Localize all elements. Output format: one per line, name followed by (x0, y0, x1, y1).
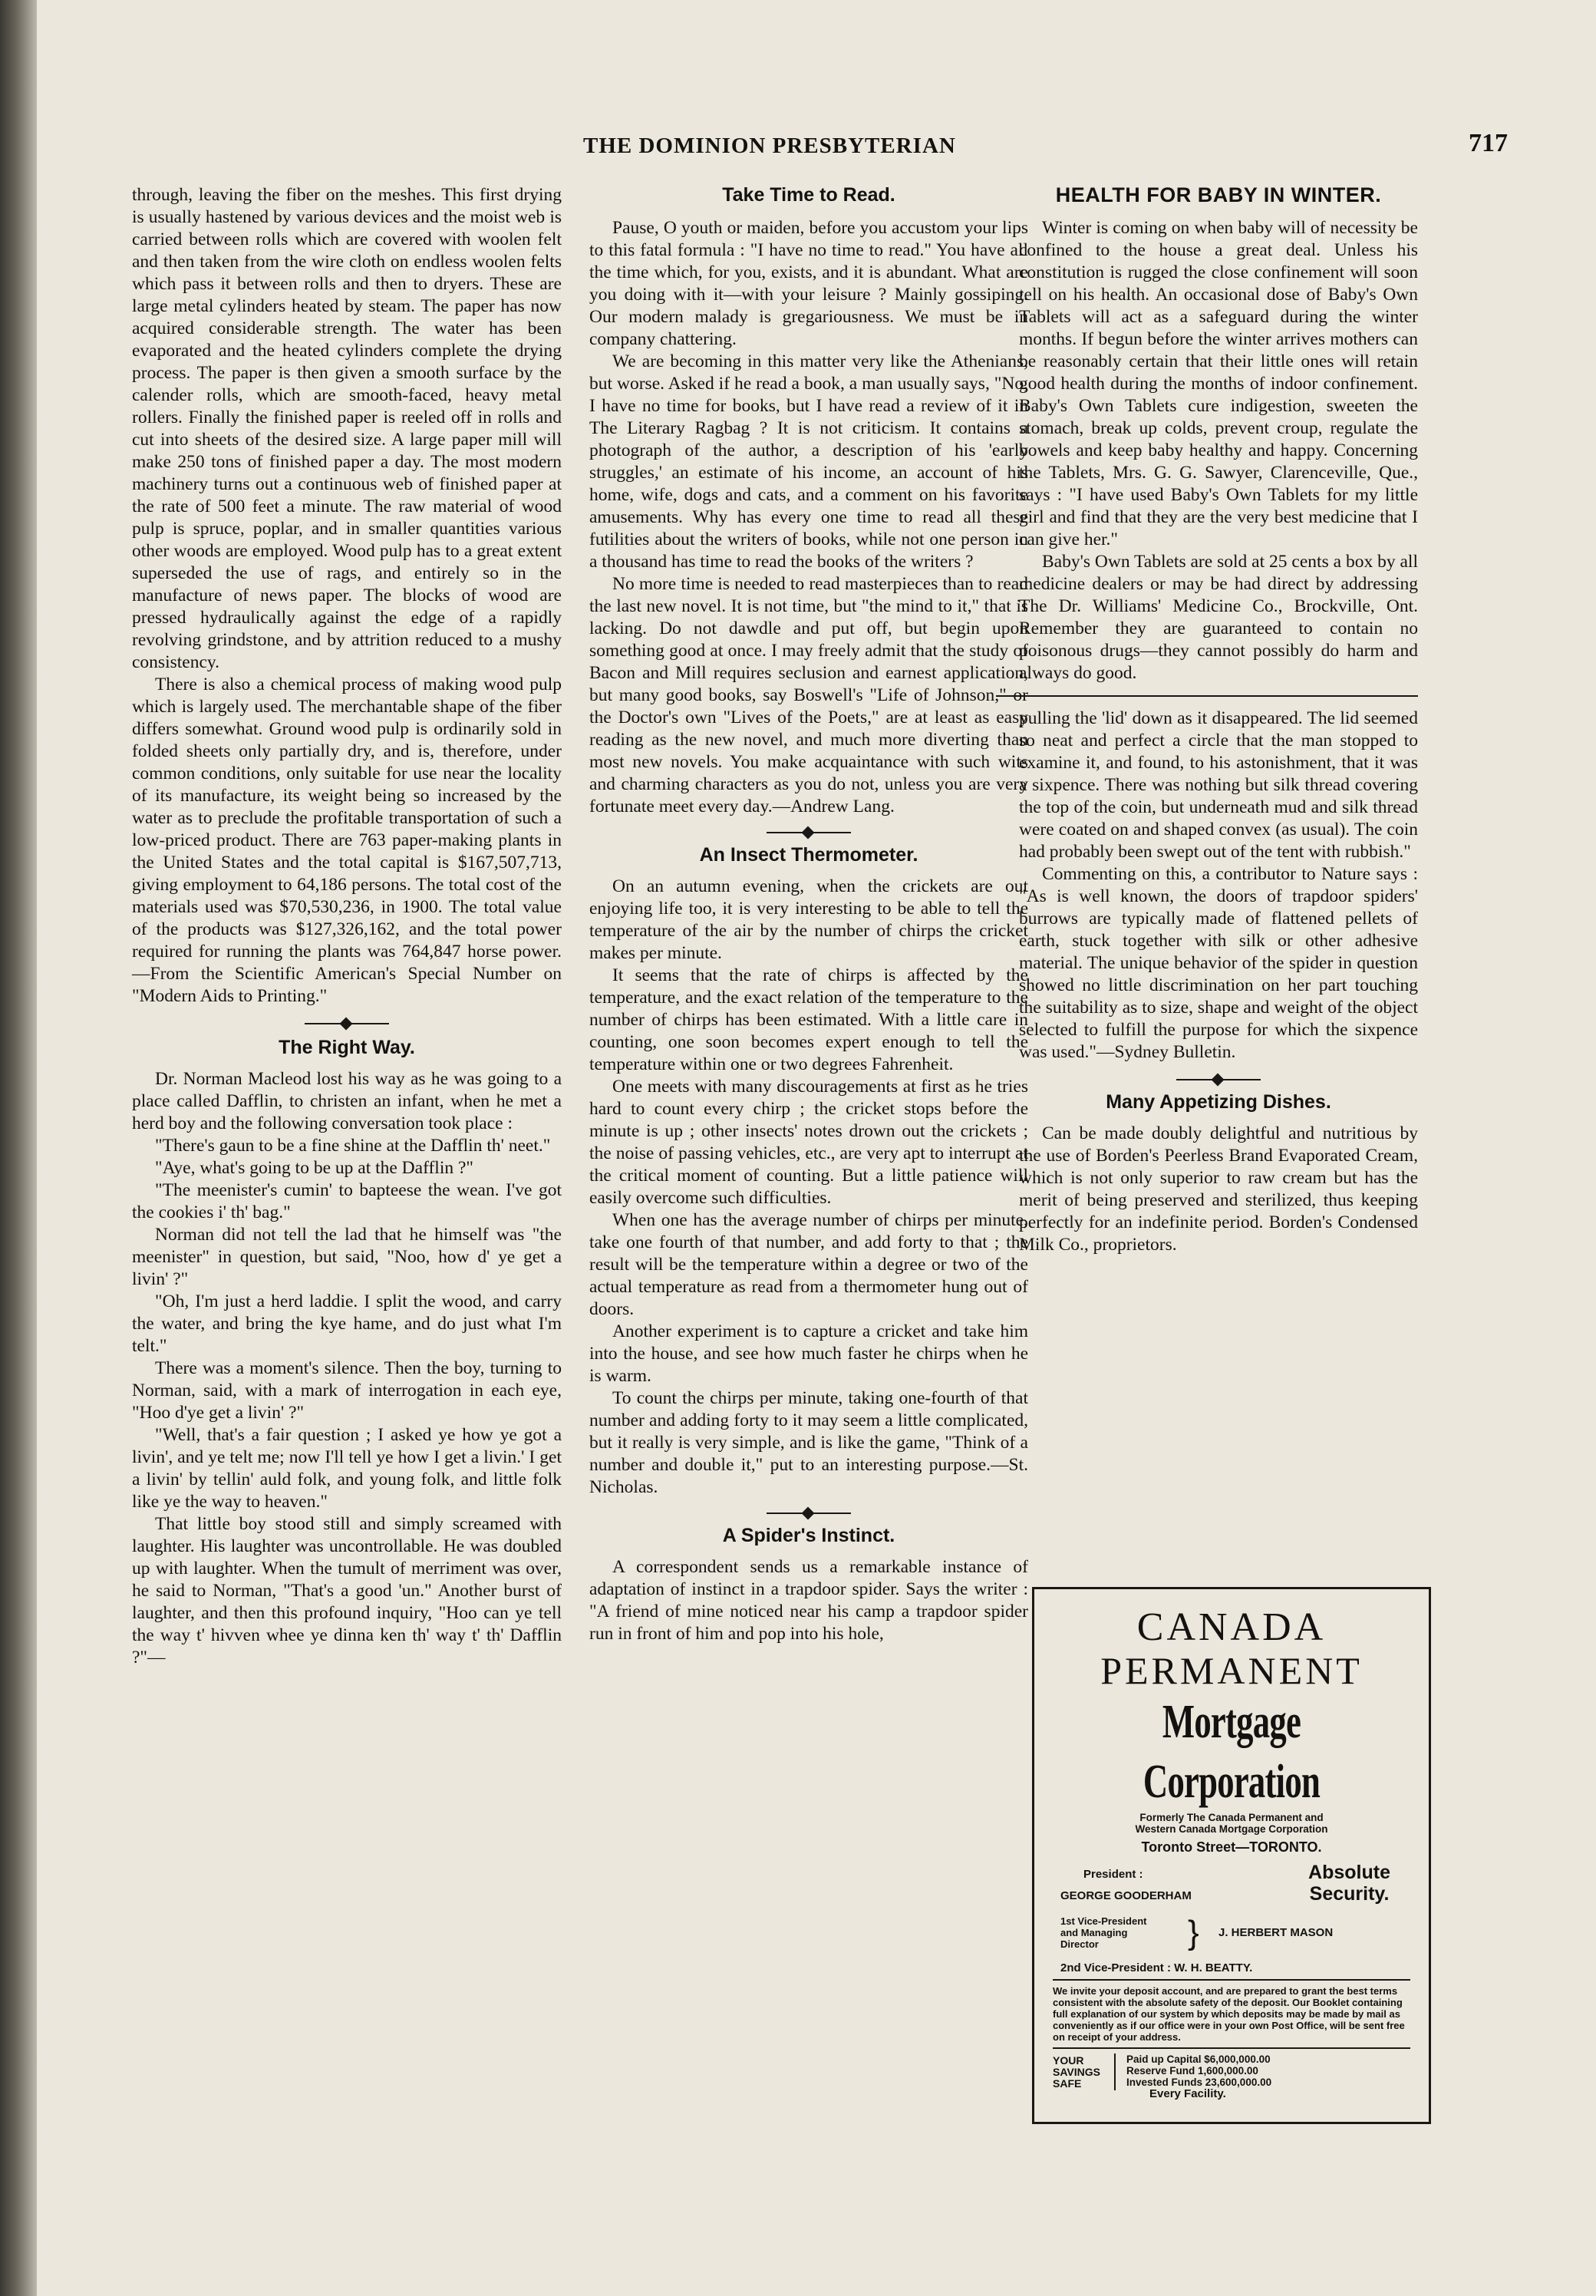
ad-vp-label-line: and Managing (1060, 1927, 1128, 1938)
paragraph: There was a moment's silence. Then the boy, turning to Norman, said, with a mark of interrogation in each eye, "Hoo d'ye get a livin' ?" (132, 1358, 562, 1423)
paragraph: Commenting on this, a contributor to Nature says : "As is well known, the doors of trapdoor spiders' burrows are typically made of flattened pellets of earth, stuck together with silk or other adhesive material. The unique behavior of the spider in question showed no little discrimination on her part touching the suitability as to size, shape and weight of the object selected to fulfill the purpose for which the sixpence was used."—Sydney Bulletin. (1019, 864, 1418, 1062)
paragraph: That little boy stood still and simply screamed with laughter. His laughter was uncontrollable. He was doubled up with laughter. When the tumult of merriment was over, he said to Norman, "That's a good 'un." Another burst of laughter, and then this profound inquiry, "Hoo can ye tell the way t' hivven whee ye dinna ken th' way t' th' Dafflin ?"— (132, 1514, 562, 1668)
section-divider (767, 1508, 851, 1519)
ad-funds-block (1053, 2054, 1410, 2103)
ad-reserve-fund: Reserve Fund 1,600,000.00 (1126, 2065, 1258, 2077)
ad-funds-divider (1114, 2054, 1116, 2090)
column-right (1019, 184, 1418, 1256)
section-divider (1176, 1074, 1261, 1085)
ad-vp-label-line: 1st Vice-President (1060, 1915, 1147, 1927)
ad-divider (1053, 1979, 1410, 1981)
paragraph: Baby's Own Tablets are sold at 25 cents a box by all medicine dealers or may be had direct by addressing The Dr. Williams' Medicine Co., Brockville, Ont. Remember they are guaranteed to contain no poisonous drugs—they cannot possibly do harm and always do good. (1019, 552, 1418, 683)
ad-invested-funds: Invested Funds 23,600,000.00 (1126, 2077, 1272, 2088)
ad-line-mortgage-corporation: Mortgage Corporation (1143, 1696, 1321, 1808)
page-number: 717 (1469, 129, 1508, 157)
ad-formerly-line: Western Canada Mortgage Corporation (1135, 1823, 1328, 1835)
paragraph: "There's gaun to be a fine shine at the Dafflin th' neet." (155, 1136, 551, 1156)
ad-savings-line: YOUR (1053, 2054, 1084, 2067)
publication-title: THE DOMINION PRESBYTERIAN (583, 134, 956, 158)
paragraph: "Oh, I'm just a herd laddie. I split the wood, and carry the water, and bring the kye hame, and do just what I'm telt." (132, 1292, 562, 1356)
paragraph: It seems that the rate of chirps is affected by the temperature, and the exact relation of the temperature to the number of chirps has been estimated. With a little care in counting, one soon becomes expert enough to tell the temperature within one or two degrees Fahrenheit. (589, 965, 1028, 1074)
paragraph: One meets with many discouragements at first as he tries hard to count every chirp ; the cricket stops before the minute is up ; other insects' notes drown out the crickets ; the noise of passing vehicles, etc., are very apt to interrupt at the critical moment of counting. But a little patience will easily overcome such difficulties. (589, 1077, 1028, 1208)
ad-president-label: President : (1083, 1868, 1143, 1881)
column-left (132, 184, 562, 1669)
paragraph: A correspondent sends us a remarkable instance of adaptation of instinct in a trapdoor spider. Says the writer : "A friend of mine noticed near his camp a trapdoor spider run in front of him and pop into his hole, (589, 1557, 1028, 1644)
paragraph: Winter is coming on when baby will of necessity be confined to the house a great deal. Unless his constitution is rugged the close confinement will soon tell on his health. An occasional dose of Baby's Own Tablets will act as a safeguard during the winter months. If begun before the winter arrives mothers can be reasonably certain that their little ones will retain good health during the months of indoor confinement. Baby's Own Tablets cure indigestion, sweeten the stomach, break up colds, prevent croup, regulate the bowels and keep baby healthy and happy. Concerning the Tablets, Mrs. G. G. Sawyer, Clarenceville, Que., says : "I have used Baby's Own Tablets for my little girl and find that they are the very best medicine that I can give her." (1019, 218, 1418, 549)
ad-formerly-line: Formerly The Canada Permanent and (1139, 1812, 1324, 1823)
paragraph: Pause, O youth or maiden, before you accustom your lips to this fatal formula : "I have no time to read." You have all the time which, for you, exists, and it is abundant. What are you doing with it—with your leisure ? Mainly gossiping. Our modern malady is gregariousness. We must be in company chattering. (589, 218, 1028, 349)
ad-savings-line: SAFE (1053, 2077, 1082, 2090)
paragraph: On an autumn evening, when the crickets are out enjoying life too, it is very interesting to be able to tell the temperature of the air by the number of chirps the cricket makes per minute. (589, 876, 1028, 963)
paragraph: To count the chirps per minute, taking one-fourth of that number and adding forty to it may seem a little complicated, but it really is very simple, and is like the game, "Think of a number and double it," put to an interesting purpose.—St. Nicholas. (589, 1388, 1028, 1497)
section-heading-appetizing-dishes: Many Appetizing Dishes. (1106, 1091, 1331, 1113)
paragraph: Norman did not tell the lad that he himself was "the meenister" in question, but said, "Noo, how d' ye get a livin' ?" (132, 1225, 562, 1289)
paragraph: No more time is needed to read masterpieces than to read the last new novel. It is not time, but "the mind to it," that is lacking. Do not dawdle and put off, but begin upon something good at once. I may freely admit that the study of Bacon and Mill requires seclusion and earnest application, but many good books, say Boswell's "Life of Johnson," or the Doctor's own "Lives of the Poets," are at least as easy reading as the new novel, and much more diverting than most new novels. You make acquaintance with such wits and charming characters as you do not, unless you are very fortunate meet every day.—Andrew Lang. (589, 574, 1028, 816)
section-heading-take-time: Take Time to Read. (722, 184, 895, 206)
paragraph: pulling the 'lid' down as it disappeared. The lid seemed so neat and perfect a circle that the man stopped to examine it, and found, to his astonishment, that it was a sixpence. There was nothing but silk thread covering the top of the coin, but underneath mud and silk thread were coated on and shaped convex (as usual). The coin had probably been swept out of the tent with rubbish." (1019, 708, 1418, 862)
ad-savings-line: SAVINGS (1053, 2066, 1100, 2078)
ad-president-block (1034, 1862, 1429, 1909)
column-middle (589, 184, 1028, 1645)
page-gutter-shadow (0, 0, 37, 2296)
ad-funds-list (1126, 2054, 1271, 2100)
paragraph: "Aye, what's going to be up at the Dafflin ?" (155, 1158, 474, 1178)
ad-vice-president-block (1034, 1915, 1429, 1960)
ad-security-line: Security. (1309, 1883, 1390, 1905)
paragraph: Can be made doubly delightful and nutritious by the use of Borden's Peerless Brand Evaporated Cream, which is not only superior to raw cream but has the merit of being preserved and sterilized, thus keeping perfectly for an indefinite period. Borden's Condensed Milk Co., proprietors. (1019, 1123, 1418, 1255)
section-heading-spider-instinct: A Spider's Instinct. (722, 1525, 895, 1546)
paragraph: When one has the average number of chirps per minute, take one fourth of that number, and add forty to that ; the result will be the temperature within a degree or two of the actual temperature as read from a thermometer hung out of doors. (589, 1210, 1028, 1319)
ad-divider (1053, 2047, 1410, 2049)
paragraph: Dr. Norman Macleod lost his way as he was going to a place called Dafflin, to christen an infant, when he met a herd boy and the following conversation took place : (132, 1069, 562, 1133)
canada-permanent-advertisement (1032, 1587, 1431, 2124)
ad-deposit-note: We invite your deposit account, and are prepared to grant the best terms consistent with the absolute safety of the deposit. Our Booklet containing full explanation of our system by which deposits may be made by mail as conveniently as if our office were in your own Post Office, will be sent free on receipt of your address. (1053, 1985, 1405, 2043)
section-heading-right-way: The Right Way. (279, 1037, 415, 1058)
paragraph: "Well, that's a fair question ; I asked ye how ye got a livin', and ye telt me; now I'll tell ye how I get a livin.' I get a livin' by tellin' auld folk, and young folk, and little folk like ye the way to heaven." (132, 1425, 562, 1512)
paragraph: We are becoming in this matter very like the Athenians, but worse. Asked if he read a book, a man usually says, "No, I have no time for books, but I have read a review of it in The Literary Ragbag ? It is not criticism. It contains a photograph of the author, a description of his 'early struggles,' an estimate of his income, an account of his home, wife, dogs and cats, and a comment on his favorite amusements. Why has every one time to read all these futilities about the writers of books, while not one person in a thousand has time to read the books of the writers ? (589, 351, 1028, 572)
ad-vp-name: J. HERBERT MASON (1218, 1926, 1334, 1939)
section-heading-insect-thermometer: An Insect Thermometer. (699, 844, 918, 866)
ad-line-canada: CANADA (1136, 1605, 1327, 1649)
paragraph: "The meenister's cumin' to bapteese the wean. I've got the cookies i' th' bag." (132, 1180, 562, 1222)
brace-icon: } (1188, 1914, 1199, 1951)
section-divider (767, 827, 851, 838)
page-header (115, 129, 1542, 167)
paragraph: There is also a chemical process of making wood pulp which is largely used. The merchantable shape of the fiber differs somewhat. Ground wood pulp is ordinarily sold in folded sheets only partially dry, and is, therefore, under common conditions, only suitable for use near the locality of its manufacture, its weight being so increased by the water as to preclude the profitable transportation of such a low-priced product. There are 763 paper-making plants in the United States and the total capital is $167,507,713, giving employment to 64,186 persons. The total cost of the materials used was $70,530,236, in 1900. The total value of the products was $127,326,162, and the total power required for running the plants was 764,847 horse power.—From the Scientific American's Special Number on "Modern Aids to Printing." (132, 675, 562, 1006)
ad-security-line: Absolute (1308, 1862, 1390, 1883)
section-heading-health-for-baby: HEALTH FOR BABY IN WINTER. (1055, 183, 1382, 206)
paragraph: Another experiment is to capture a cricket and take him into the house, and see how much faster he chirps when he is warm. (589, 1321, 1028, 1386)
ad-every-facility: Every Facility. (1149, 2087, 1226, 2100)
ad-president-name: GEORGE GOODERHAM (1060, 1889, 1192, 1902)
ad-street-address: Toronto Street—TORONTO. (1141, 1839, 1322, 1855)
section-divider (305, 1018, 389, 1029)
ad-your-savings-safe (1053, 2055, 1100, 2090)
paragraph: through, leaving the fiber on the meshes. This first drying is usually hastened by various devices and the moist web is carried between rolls which are covered with woolen felt and then taken from the wire cloth on endless woolen felts which pass it between rolls and then to dryers. These are large metal cylinders heated by steam. The paper has now acquired considerable strength. The water has been evaporated and the heated cylinders complete the drying process. The paper is then given a smooth surface by the calender rolls, which are smooth-faced, heavy metal rollers. Finally the finished paper is reeled off in rolls and cut into sheets of the desired size. A large paper mill will make 250 tons of finished paper a day. The most modern machinery turns out a continuous web of finished paper at the rate of 500 feet a minute. The raw material of wood pulp is spruce, poplar, and in smaller quantities various other woods are employed. Wood pulp has to a great extent superseded the use of rags, and entirely so in the manufacture of news paper. The blocks of wood are pressed hydraulically against the edge of a rapidly revolving grindstone, and by attrition reduced to a mushy consistency. (132, 185, 562, 672)
ad-absolute-security (1308, 1862, 1390, 1905)
ad-paid-up-capital: Paid up Capital $6,000,000.00 (1126, 2054, 1271, 2065)
ad-vp-label (1060, 1915, 1146, 1950)
ad-second-vp: 2nd Vice-President : W. H. BEATTY. (1060, 1961, 1253, 1974)
ad-vp-label-line: Director (1060, 1938, 1099, 1950)
ad-line-permanent: PERMANENT (1100, 1649, 1363, 1692)
